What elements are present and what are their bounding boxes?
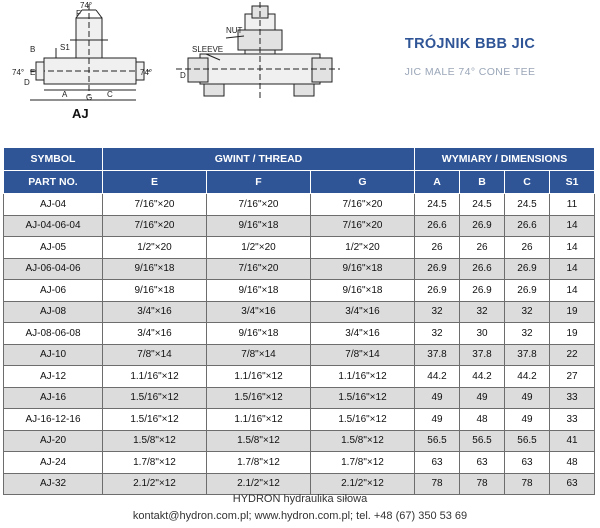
cell-part-no: AJ-04: [4, 194, 103, 216]
cell-s1: 19: [550, 301, 595, 323]
cell-f: 2.1/2"×12: [207, 473, 311, 495]
cell-e: 1.7/8"×12: [103, 452, 207, 474]
cell-f: 9/16"×18: [207, 323, 311, 345]
cell-a: 49: [415, 409, 460, 431]
cell-s1: 14: [550, 237, 595, 259]
cell-f: 1.1/16"×12: [207, 409, 311, 431]
cell-a: 24.5: [415, 194, 460, 216]
cell-s1: 48: [550, 452, 595, 474]
table-row: [4, 387, 595, 409]
cell-part-no: AJ-06-04-06: [4, 258, 103, 280]
cell-g: 9/16"×18: [311, 258, 415, 280]
cell-part-no: AJ-16: [4, 387, 103, 409]
label-d-left: D: [24, 78, 30, 87]
cell-a: 49: [415, 387, 460, 409]
cell-b: 26.6: [460, 258, 505, 280]
header-g: G: [311, 171, 415, 194]
cell-g: 2.1/2"×12: [311, 473, 415, 495]
label-b: B: [30, 45, 36, 54]
cell-a: 32: [415, 323, 460, 345]
cell-f: 9/16"×18: [207, 280, 311, 302]
cell-c: 26.9: [505, 280, 550, 302]
cell-part-no: AJ-20: [4, 430, 103, 452]
cell-f: 1.1/16"×12: [207, 366, 311, 388]
cell-part-no: AJ-24: [4, 452, 103, 474]
label-sleeve: SLEEVE: [192, 45, 224, 54]
table-row: [4, 280, 595, 302]
cell-b: 49: [460, 387, 505, 409]
cell-b: 48: [460, 409, 505, 431]
header-symbol: SYMBOL: [4, 148, 103, 171]
table-row: [4, 452, 595, 474]
cell-f: 1.5/16"×12: [207, 387, 311, 409]
cell-f: 7/16"×20: [207, 194, 311, 216]
header-e: E: [103, 171, 207, 194]
cell-c: 56.5: [505, 430, 550, 452]
cell-b: 26.9: [460, 280, 505, 302]
cell-f: 7/16"×20: [207, 258, 311, 280]
label-74-right: 74°: [140, 68, 153, 77]
cell-part-no: AJ-04-06-04: [4, 215, 103, 237]
table-row: [4, 323, 595, 345]
cell-f: 7/8"×14: [207, 344, 311, 366]
header-row-group: [4, 148, 595, 171]
cell-e: 1.1/16"×12: [103, 366, 207, 388]
title-block: [360, 36, 580, 78]
cell-e: 9/16"×18: [103, 280, 207, 302]
header-s1: S1: [550, 171, 595, 194]
header-c: C: [505, 171, 550, 194]
cell-b: 26: [460, 237, 505, 259]
cell-b: 30: [460, 323, 505, 345]
header-dimensions: WYMIARY / DIMENSIONS: [415, 148, 595, 171]
cell-f: 3/4"×16: [207, 301, 311, 323]
header-a: A: [415, 171, 460, 194]
cell-c: 63: [505, 452, 550, 474]
cell-c: 26: [505, 237, 550, 259]
cell-g: 1.1/16"×12: [311, 366, 415, 388]
dimensions-table: [3, 147, 595, 495]
cell-c: 49: [505, 409, 550, 431]
cell-b: 44.2: [460, 366, 505, 388]
cell-e: 1.5/8"×12: [103, 430, 207, 452]
cell-e: 9/16"×18: [103, 258, 207, 280]
tee-fitting-drawing: [0, 0, 340, 140]
cell-c: 44.2: [505, 366, 550, 388]
cell-c: 24.5: [505, 194, 550, 216]
cell-s1: 11: [550, 194, 595, 216]
cell-a: 78: [415, 473, 460, 495]
cell-s1: 33: [550, 387, 595, 409]
cell-part-no: AJ-16-12-16: [4, 409, 103, 431]
cell-c: 37.8: [505, 344, 550, 366]
cell-f: 1.7/8"×12: [207, 452, 311, 474]
header-f: F: [207, 171, 311, 194]
cell-g: 3/4"×16: [311, 323, 415, 345]
cell-s1: 33: [550, 409, 595, 431]
cell-s1: 14: [550, 258, 595, 280]
cell-e: 3/4"×16: [103, 301, 207, 323]
footer-contact: kontakt@hydron.com.pl; www.hydron.com.pl; tel. +48 (67) 350 53 69: [132, 510, 468, 522]
header-b: B: [460, 171, 505, 194]
table-row: [4, 194, 595, 216]
cell-s1: 27: [550, 366, 595, 388]
cell-s1: 14: [550, 280, 595, 302]
fitting-code-label: AJ: [72, 106, 89, 121]
technical-drawings: [0, 0, 340, 140]
table-row: [4, 473, 595, 495]
cell-c: 49: [505, 387, 550, 409]
cell-b: 78: [460, 473, 505, 495]
cell-c: 32: [505, 323, 550, 345]
header-row-sub: [4, 171, 595, 194]
cell-b: 32: [460, 301, 505, 323]
cell-a: 63: [415, 452, 460, 474]
table-row: [4, 237, 595, 259]
cell-s1: 41: [550, 430, 595, 452]
header-part-no: PART NO.: [4, 171, 103, 194]
table-row: [4, 258, 595, 280]
header-thread: GWINT / THREAD: [103, 148, 415, 171]
product-title: TRÓJNIK BBB JIC: [404, 36, 536, 52]
cell-b: 56.5: [460, 430, 505, 452]
table-row: [4, 215, 595, 237]
cell-g: 1.5/8"×12: [311, 430, 415, 452]
cell-part-no: AJ-08-06-08: [4, 323, 103, 345]
cell-a: 56.5: [415, 430, 460, 452]
label-a: A: [62, 90, 68, 99]
cell-e: 1.5/16"×12: [103, 409, 207, 431]
cell-f: 9/16"×18: [207, 215, 311, 237]
label-g: G: [86, 93, 93, 102]
cell-e: 1.5/16"×12: [103, 387, 207, 409]
cell-c: 32: [505, 301, 550, 323]
label-f: F: [76, 9, 81, 18]
cell-part-no: AJ-10: [4, 344, 103, 366]
cell-g: 1.5/16"×12: [311, 409, 415, 431]
label-s1: S1: [60, 43, 70, 52]
cell-b: 24.5: [460, 194, 505, 216]
cell-b: 37.8: [460, 344, 505, 366]
cell-e: 7/16"×20: [103, 215, 207, 237]
cell-e: 3/4"×16: [103, 323, 207, 345]
label-d-right: D: [180, 71, 186, 80]
label-c: C: [107, 90, 113, 99]
cell-part-no: AJ-05: [4, 237, 103, 259]
cell-b: 26.9: [460, 215, 505, 237]
cell-a: 32: [415, 301, 460, 323]
label-nut: NUT: [226, 26, 243, 35]
cell-g: 1.7/8"×12: [311, 452, 415, 474]
cell-g: 7/16"×20: [311, 194, 415, 216]
cell-a: 44.2: [415, 366, 460, 388]
cell-c: 78: [505, 473, 550, 495]
table-row: [4, 366, 595, 388]
cell-e: 1/2"×20: [103, 237, 207, 259]
cell-f: 1/2"×20: [207, 237, 311, 259]
cell-g: 3/4"×16: [311, 301, 415, 323]
cell-s1: 14: [550, 215, 595, 237]
cell-s1: 19: [550, 323, 595, 345]
label-e: E: [30, 68, 36, 77]
cell-part-no: AJ-12: [4, 366, 103, 388]
label-74-left: 74°: [12, 68, 25, 77]
cell-e: 7/16"×20: [103, 194, 207, 216]
cell-g: 9/16"×18: [311, 280, 415, 302]
product-subtitle: JIC MALE 74° CONE TEE: [404, 66, 536, 78]
cell-e: 7/8"×14: [103, 344, 207, 366]
cell-g: 7/8"×14: [311, 344, 415, 366]
cell-g: 1/2"×20: [311, 237, 415, 259]
cell-a: 26.9: [415, 258, 460, 280]
table-row: [4, 301, 595, 323]
table-row: [4, 430, 595, 452]
cell-e: 2.1/2"×12: [103, 473, 207, 495]
cell-f: 1.5/8"×12: [207, 430, 311, 452]
footer-company: HYDRON hydraulika siłowa: [232, 493, 368, 505]
label-74-top: 74°: [80, 1, 93, 10]
cell-c: 26.6: [505, 215, 550, 237]
cell-a: 37.8: [415, 344, 460, 366]
table-row: [4, 409, 595, 431]
cell-b: 63: [460, 452, 505, 474]
cell-part-no: AJ-08: [4, 301, 103, 323]
cell-g: 7/16"×20: [311, 215, 415, 237]
cell-c: 26.9: [505, 258, 550, 280]
cell-a: 26.9: [415, 280, 460, 302]
cell-part-no: AJ-32: [4, 473, 103, 495]
cell-s1: 22: [550, 344, 595, 366]
cell-a: 26.6: [415, 215, 460, 237]
table-body: [4, 194, 595, 495]
cell-s1: 63: [550, 473, 595, 495]
cell-g: 1.5/16"×12: [311, 387, 415, 409]
cell-a: 26: [415, 237, 460, 259]
table-row: [4, 344, 595, 366]
cell-part-no: AJ-06: [4, 280, 103, 302]
